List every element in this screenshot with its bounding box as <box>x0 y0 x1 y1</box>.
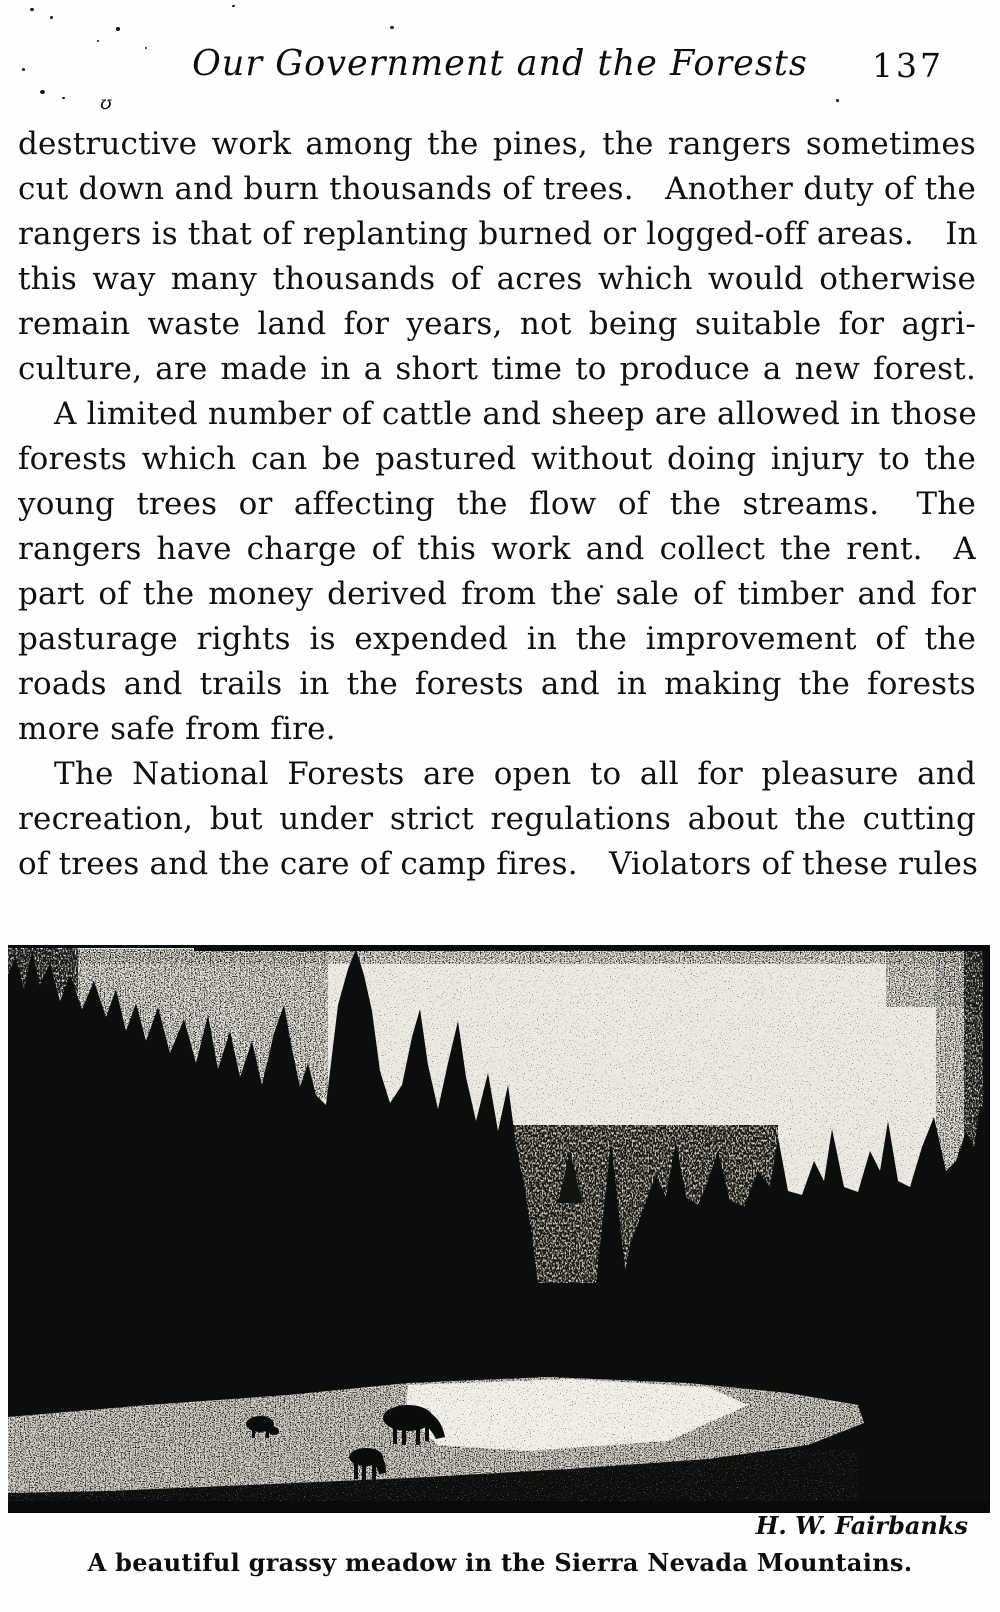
body-line: destructive work among the pines, the rangers sometimes <box>18 126 976 162</box>
photo-caption: A beautiful grassy meadow in the Sierra Nevada Mountains. <box>87 1548 913 1577</box>
body-line: A limited number of cattle and sheep are allowed in those <box>54 396 977 432</box>
body-line: forests which can be pastured without doing injury to the <box>18 441 976 477</box>
body-line: rangers is that of replanting burned or logged-off areas. In <box>18 216 978 252</box>
body-line: more safe from fire. <box>18 711 336 747</box>
ink-speck <box>97 40 99 42</box>
page-title: Our Government and the Forests <box>192 43 808 85</box>
meadow-photo-art <box>8 945 990 1513</box>
body-line: rangers have charge of this work and collect the rent. A <box>18 531 976 567</box>
ink-speck <box>50 16 53 19</box>
ink-speck <box>116 27 120 31</box>
ink-speck <box>30 8 34 11</box>
body-line: this way many thousands of acres which would otherwise <box>18 261 976 297</box>
ink-speck <box>145 47 147 49</box>
ink-speck <box>40 90 45 94</box>
body-line: of trees and the care of camp fires. Violators of these rules <box>18 846 979 882</box>
ink-speck <box>22 68 25 71</box>
body-line: recreation, but under strict regulations about the cutting <box>18 801 976 837</box>
ink-speck <box>62 97 65 99</box>
page-number: 137 <box>872 46 944 85</box>
page-header <box>0 44 1000 84</box>
print-artifact-mark: ʊ <box>100 92 112 114</box>
body-text <box>18 122 979 887</box>
body-line: The National Forests are open to all for pleasure and <box>54 756 976 792</box>
body-line: remain waste land for years, not being suitable for agri- <box>18 306 976 342</box>
meadow-photograph <box>8 945 990 1513</box>
ink-speck <box>836 99 839 102</box>
ink-speck <box>232 5 235 7</box>
body-line: young trees or affecting the flow of the streams. The <box>18 486 976 522</box>
body-line: cut down and burn thousands of trees. Another duty of the <box>18 171 976 207</box>
body-line: culture, are made in a short time to produce a new forest. <box>18 351 976 387</box>
body-line: roads and trails in the forests and in making the forests <box>18 666 976 702</box>
ink-speck <box>390 26 394 29</box>
body-line: pasturage rights is expended in the improvement of the <box>18 621 976 657</box>
body-line: part of the money derived from the sale of timber and for <box>18 576 976 612</box>
photo-credit: H. W. Fairbanks <box>755 1511 968 1540</box>
